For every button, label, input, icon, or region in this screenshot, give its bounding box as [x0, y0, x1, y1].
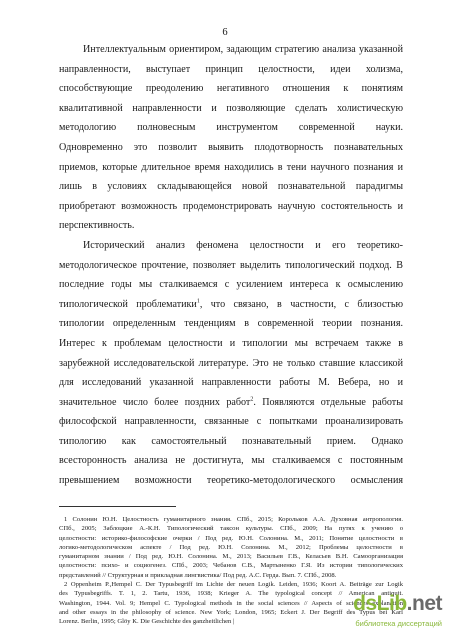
text-line: последние годы мы сталкиваемся с усилением интереса к осмыслению: [59, 279, 403, 291]
text-line: перспективность.: [59, 220, 135, 232]
paragraph-1: [59, 40, 403, 236]
watermark-logo-part2: .net: [406, 592, 442, 615]
text-fragment: . Появляются отдельные работы: [253, 396, 403, 408]
text-fragment: типологической проблематики: [59, 298, 197, 310]
text-line: Исторический анализ феномена целостности и его теоретико-: [83, 239, 403, 251]
text-line-with-footnote-ref: [59, 393, 403, 413]
watermark-logo-part1: dsLib: [353, 592, 407, 615]
text-line: философской направленности, связанные с попытками проанализировать: [59, 416, 403, 428]
watermark-subtitle: библиотека диссертаций: [355, 619, 442, 628]
text-line: для исследований указанной направленности работы М. Вебера, но и: [59, 377, 403, 389]
text-line: Интеллектуальным ориентиром, задающим стратегию анализа указанной: [83, 44, 403, 55]
footnote-ref-1[interactable]: 1: [196, 298, 200, 305]
footnote-line: целостности: психо- и социогенез. СПб., 2003; Чебанов С.В., Мартыненко Г.Я. Из истории типологических: [59, 562, 403, 570]
main-text: [59, 40, 403, 491]
footnote-line: Washington, 1944. Vol. 9; Hempel C. Typological methods in the social sciences // Aspects of sciences explanation: [59, 599, 403, 607]
text-line: направленности, выступает принцип целостности, идеи холизма,: [59, 63, 403, 75]
footnote-line: 2 Oppenheim P.,Hempel C. Der Typusbegriff im Lichte der neuen Logik. Leiden, 1936; Koort A. Beiträge zur Logik: [64, 581, 403, 589]
footnote-line: гуманитарном знании / Под ред. Ю.Н. Солонина. М., 2013; Васильев Г.В., Келасьев В.Н. Самоорганизация: [59, 553, 403, 561]
footnote-line: des Typusbegriffs. T. 1, 2. Tartu, 1936, 1938; Krieger A. The typological concept // American antiquit.: [59, 590, 403, 598]
footnote-line: and other essays in the philosophy of science. New York; London, 1965; Eckert J. Der Begriff des Typus bei Karl: [59, 608, 403, 616]
text-line: приобретают возможность продемонстрировать научную состоятельность и: [59, 200, 403, 212]
text-line: типологию как самостоятельный познавательный прием. Однако: [59, 435, 403, 447]
watermark-logo: [353, 592, 442, 616]
paragraph-2: [59, 236, 403, 491]
footnote-line: 1 Солонин Ю.Н. Целостность гуманитарного знания. СПб., 2015; Корольков А.А. Духовная антропология.: [64, 516, 403, 523]
footnote-line: СПб., 2005; Заблоцкие А.-К.Н. Типологический таксон культуры. СПб., 2009; На путях к учению о: [59, 525, 403, 533]
footnote-ref-2[interactable]: 2: [250, 396, 254, 403]
dslib-watermark[interactable]: [344, 592, 444, 632]
text-line-with-footnote-ref: [59, 295, 403, 315]
text-line: превышением возможности теоретико-методологического осмысления: [59, 475, 403, 487]
footnote-line: логико-методологическом аспекте / Под ред. Ю.Н. Солонина. М., 2012; Проблемы целостности в: [59, 543, 403, 551]
footnote-line: целостности: историко-философские очерки / Под ред. Ю.Н. Солонина. М., 2011; Понятие целостности в: [59, 534, 403, 542]
text-fragment: значительное число более поздних работ: [59, 396, 251, 408]
text-line: методологическое прочтение, позволяет выделить типологический подход. В: [59, 259, 403, 271]
text-line: приемов, которые длительное время находились в тени научного познания и: [59, 161, 403, 173]
footnote-1: [59, 515, 403, 580]
footnote-line: представлений // Структурная и прикладная лингвистика/ Под ред. А.С. Герда. Вып. 7. СПб., 2008.: [59, 571, 337, 579]
text-line: квалитативной направленности и позволяющие сделать холистическую: [59, 102, 403, 114]
text-line: Одновременно это позволит выявить плодотворность познавательных: [59, 141, 403, 153]
text-fragment: , что связано, в частности, с близостью: [199, 298, 403, 310]
text-line: способствующие преодолению негативного отношения к понятиям: [59, 83, 403, 95]
text-line: методологию полновесным инструментом современной науки.: [59, 122, 403, 134]
text-line: типологии определенным тенденциям в современной теории познания.: [59, 318, 403, 330]
page-number: 6: [222, 27, 228, 38]
footnote-line: Lorenz. Berlin, 1995; Glöy K. Die Geschichte des ganzheitlichen |: [59, 618, 235, 626]
text-line: всесторонность анализа не достигнута, мы сталкиваемся с постоянным: [59, 455, 403, 467]
text-line: Интерес к проблемам целостности и типологии мы встречаем также в: [59, 337, 403, 349]
footnote-divider: [59, 506, 176, 507]
text-line: лишь в условиях складывающейся новой познавательной парадигмы: [59, 181, 403, 193]
text-line: зарубежной исследовательской литературе. Это не только ставшие классикой: [59, 357, 403, 369]
